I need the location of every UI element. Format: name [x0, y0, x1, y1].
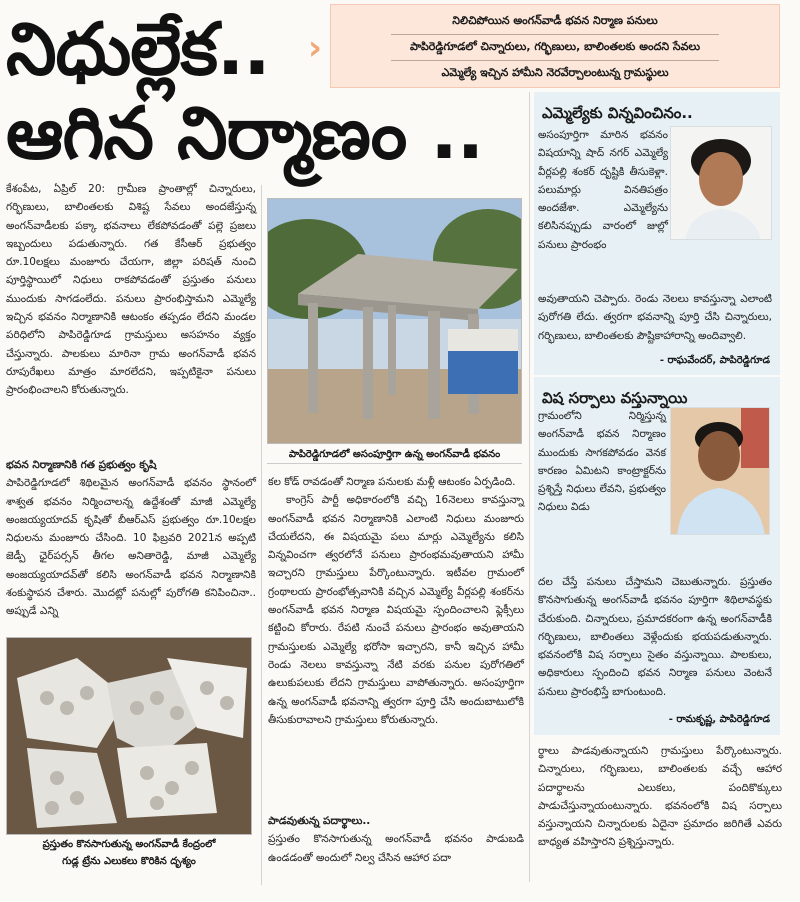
quote-box-title: విష సర్పాలు వస్తున్నాయి	[542, 389, 688, 407]
egg-photo-caption	[6, 836, 252, 870]
quote-signature: - రామకృష్ణ, పాపిరెడ్డిగూడ	[668, 714, 770, 725]
article-section-1	[6, 456, 256, 621]
article-intro: కేశంపేట, ఏప్రిల్ 20: గ్రామీణ ప్రాంతాల్లో చిన్నారులు, గర్భిణులు, బాలింతలకు విశిష్ట సేవలు అందజేస్తున్న అంగన్‌వాడీలకు పక్కా భవనాలు లేకపోవడంతో పల్లె ప్రజలు ఇబ్బందులు పడుతున్నారు. గత కేసీఆర్ ప్రభుత్వం రూ.10లక్షలు మంజూరు చేయగా, జిల్లా పరిషత్ నుంచి పూర్తిస్థాయిలో నిధులు రాకపోవడంతో ప్రస్తుతం పనులు ముందుకు సాగడంలేదు. పనులు ప్రారంభిస్తామని ఎమ్మెల్యే ఇచ్చిన భవనం నిర్మాణానికి ఆటంకం తప్పడం లేదని మండల పరిధిలోని పాపిరెడ్డిగూడ గ్రామస్తులు అసహనం వ్యక్తం చేస్తున్నారు. పాలకులు మారినా గ్రామ అంగన్‌వాడీ భవన రూపురేఖలు మాత్రం మారలేదని, ఇప్పటికైనా పనులు ప్రారంభించాలని కోరుతున్నారు.	[6, 183, 256, 397]
headline-line-1: నిధుల్లేక..	[6, 7, 270, 91]
article-section-2	[268, 812, 524, 867]
portrait-photo	[670, 126, 772, 240]
caption-line: ప్రస్తుతం కొనసాగుతున్న అంగన్‌వాడీ కేంద్రంలో	[42, 839, 216, 850]
column-divider	[529, 92, 530, 882]
subheading-2: పాపిరెడ్డిగూడలో చిన్నారులు, గర్భిణులు, బాలింతలకు అందని సేవలు	[331, 37, 779, 57]
egg-tray-photo	[6, 637, 252, 835]
column-divider	[261, 185, 262, 885]
article-column-3: ర్థాలు పాడవుతున్నాయని గ్రామస్తులు పేర్కొంటున్నారు. చిన్నారులు, గర్భిణులు, బాలింతలకు వచ్చే ఆహార పదార్థాలను ఎలుకలు, పందికొక్కులు పాడుచేస్తున్నాయంటున్నారు. భవనంలోకి విష సర్పాలు వస్తున్నాయని చిన్నారులకు ఏదైనా ప్రమాదం జరిగితే ఎవరు బాధ్యత వహిస్తారని ప్రశ్నిస్తున్నారు.	[538, 745, 782, 849]
building-photo-caption: పాపిరెడ్డిగూడలో అసంపూర్తిగా ఉన్న అంగన్‌వాడీ భవనం	[267, 446, 522, 464]
section-heading: భవన నిర్మాణానికి గత ప్రభుత్వం కృషి	[6, 459, 157, 471]
headline-line-2: ఆగిన నిర్మాణం ..	[6, 91, 484, 175]
quote-signature: - రాఘవేందర్, పాపిరెడ్డిగూడ	[659, 355, 770, 366]
section-text: ప్రస్తుతం కొనసాగుతున్న అంగన్‌వాడీ భవనం పాడుబడి ఉండడంతో అందులో నిల్వ చేసిన ఆహార పదా	[268, 833, 524, 864]
subheading-3: ఎమ్మెల్యే ఇచ్చిన హామీని నెరవేర్చాలంటున్న గ్రామస్థులు	[441, 66, 669, 79]
portrait-photo	[670, 407, 770, 535]
subheading-1: నిలిచిపోయిన అంగన్‌వాడీ భవన నిర్మాణ పనులు	[331, 11, 779, 31]
quote-box-1	[534, 92, 780, 375]
subheading-box	[330, 4, 780, 88]
quote-text: దల చేస్తే పనులు చేస్తామని చెబుతున్నారు. ప్రస్తుతం కొనసాగుతున్న అంగన్‌వాడీ భవనం పూర్తిగా శిథిలావస్థకు చేరుకుంది. చిన్నారులు, ప్రమాదకరంగా ఉన్న అంగన్‌వాడీకి గర్భిణులు, బాలింతలు వెళ్లేందుకు భయపడుతున్నారు. భవనంలోకి విష సర్పాలు సైతం వస్తున్నాయి. పాలకులు, అధికారులు స్పందించి భవన నిర్మాణ పనులు వెంటనే పనులు ప్రారంభిస్తే బాగుంటుంది.	[538, 576, 772, 698]
section-heading: పాడవుతున్న పదార్థాలు..	[268, 815, 371, 827]
quote-box-2	[534, 377, 780, 735]
quote-text: అసంపూర్తిగా మారిన భవనం విషయాన్ని షాద్ నగర్ ఎమ్మెల్యే వీర్లపల్లి శంకర్ దృష్టికి తీసుకెళ్లా. పలుమార్లు వినతిపత్రం అందజేశా. ఎమ్మెల్యేను కలిసినప్పుడు వారంలో జుల్లో పనులు ప్రారంభం	[538, 129, 668, 251]
quote-text: గ్రామంలోని నిర్మిస్తున్న అంగన్‌వాడీ భవన నిర్మాణం ముందుకు సాగకపోవడం వెనక కారణం ఏమిటని కాంట్రాక్టర్‌ను ప్రశ్నిస్తే నిధులు లేవని, ప్రభుత్వం నిధులు విడు	[538, 410, 666, 514]
chevron-right-icon: ›	[308, 28, 323, 68]
quote-text: అవుతాయని చెప్పారు. రెండు నెలలు కావస్తున్నా ఎలాంటి పురోగతి లేదు. త్వరగా భవనాన్ని పూర్తి చేసి చిన్నారులు, గర్భిణులు, బాలింతలకు పౌష్టికాహారాన్ని అందివ్వాలి.	[538, 293, 772, 342]
paragraph: కాంగ్రెస్ పార్టీ అధికారంలోకి వచ్చి 16నెలలు కావస్తున్నా అంగన్‌వాడీ భవన నిర్మాణానికి ఎలాంటి నిధులు మంజూరు చేయలేదని, ఈ విషయమై పలు మార్లు ఎమ్మెల్యేను కలిసి విన్నవించగా త్వరలోనే పనులు ప్రారంభమవుతాయని హామీ ఇచ్చారని గ్రామస్తులు పేర్కొంటున్నారు. ఇటీవల గ్రామంలో గ్రంథాలయ ప్రారంభోత్సవానికి వచ్చిన ఎమ్మెల్యే వీర్లపల్లి శంకర్‌ను అంగన్‌వాడీ భవన నిర్మాణ విషయమై స్పందించాలని ఫ్లెక్సీలు కట్టించి కోరారు. రేపటి నుంచే పనులు ప్రారంభం అవుతాయని గ్రామస్తులకు ఎమ్మెల్యే భరోసా ఇచ్చారని, కానీ ఇచ్చిన హామీ రెండు నెలలు కావస్తున్నా నేటి వరకు పనుల పురోగతిలో ఉలుకుపలుకు లేదని గ్రామస్తులు వాపోతున్నారు. అసంపూర్తిగా ఉన్న అంగన్‌వాడీ భవనాన్ని త్వరగా పూర్తి చేసి అందుబాటులోకి తీసుకురావాలని గ్రామస్తులు కోరుతున్నారు.	[268, 494, 524, 726]
section-text: పాపిరెడ్డిగూడలో శిథిలమైన అంగన్‌వాడీ భవనం స్థానంలో శాశ్వత భవనం నిర్మించాలన్న ఉద్దేశంతో మాజీ ఎమ్మెల్యే అంజయ్యయాదవ్ కృషితో బీఆర్ఎస్ ప్రభుత్వం రూ.10లక్షల నిధులను మంజూరు చేసింది. 10 ఫిబ్రవరి 2021న అప్పటి జెడ్పీ ఛైర్‌పర్సన్ తీగల అనితారెడ్డి, మాజీ ఎమ్మెల్యే అంజయ్యయాదవ్‌తో కలిసి అంగన్‌వాడీ భవన నిర్మాణానికి శంకుస్థాపన చేశారు. మొదట్లో పనుల్లో పురోగతి కనిపించినా.. అప్పుడే ఎన్ని	[6, 477, 256, 618]
building-photo	[267, 198, 522, 444]
paragraph: కల కోడ్ రావడంతో నిర్మాణ పనులకు మళ్లీ ఆటంకం ఏర్పడింది.	[268, 476, 516, 488]
caption-line: గుడ్ల ట్రేను ఎలుకలు కొరికిన దృశ్యం	[62, 856, 196, 867]
quote-box-title: ఎమ్మెల్యేకు విన్నవించినం..	[542, 104, 693, 122]
article-column-2	[268, 473, 524, 729]
